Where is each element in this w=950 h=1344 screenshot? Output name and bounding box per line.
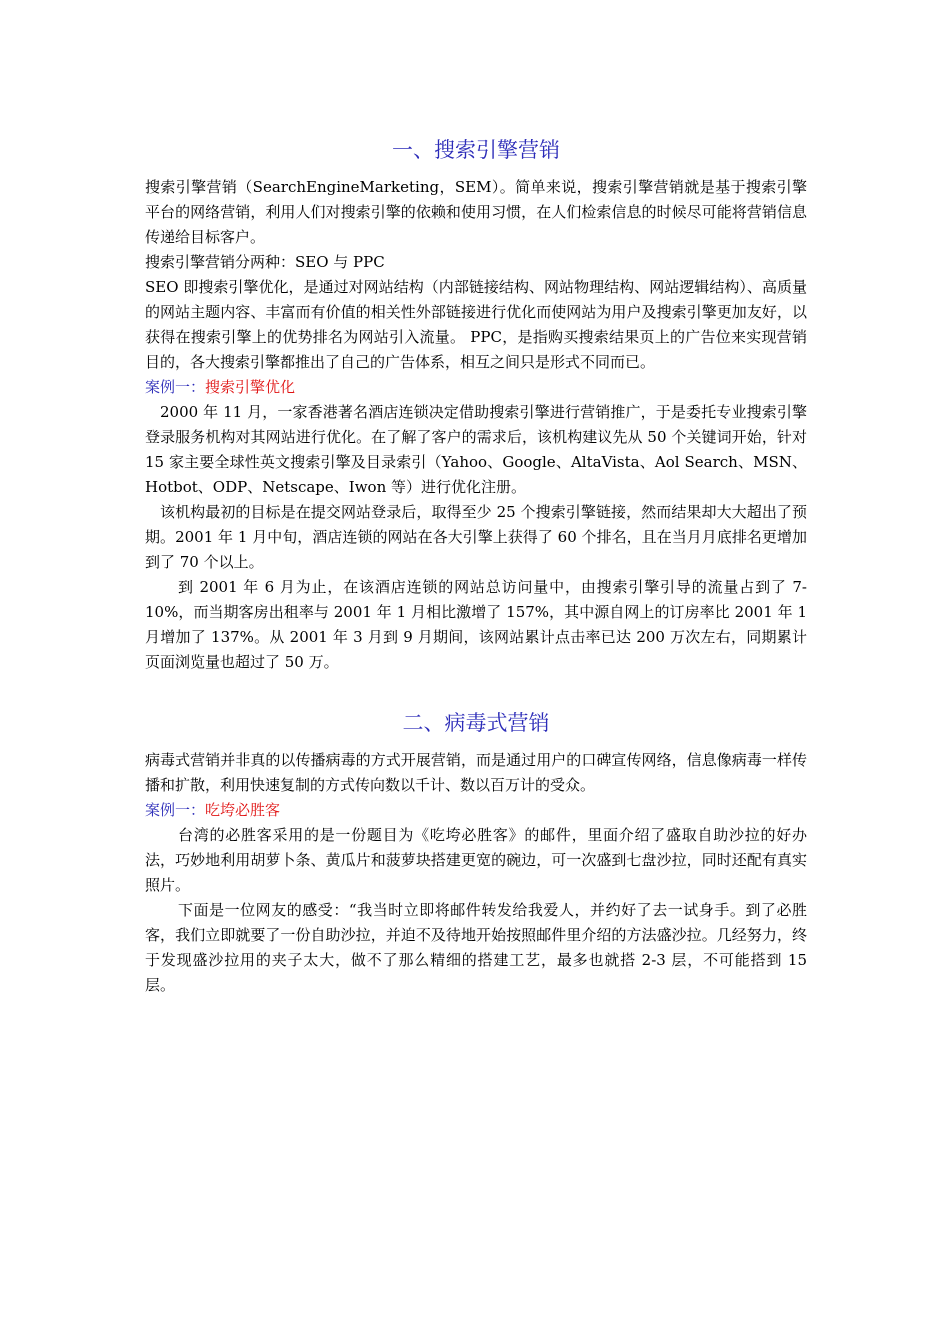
paragraph-case-hotel-results: 该机构最初的目标是在提交网站登录后，取得至少 25 个搜索引擎链接，然而结果却大大超出了预期。2001 年 1 月中旬，酒店连锁的网站在各大引擎上获得了 60 个排名，且在当月月底排名更增加到了 70 个以上。 <box>145 503 807 571</box>
case-title: 吃垮必胜客 <box>205 801 281 819</box>
paragraph-sem-types: 搜索引擎营销分两种：SEO 与 PPC <box>145 253 385 271</box>
document-page <box>145 133 807 998</box>
case-heading-seo <box>145 375 807 400</box>
paragraph-case-pizza-email: 台湾的必胜客采用的是一份题目为《吃垮必胜客》的邮件，里面介绍了盛取自助沙拉的好办法，巧妙地利用胡萝卜条、黄瓜片和菠萝块搭建更宽的碗边，可一次盛到七盘沙拉，同时还配有真实照片。 <box>145 826 807 894</box>
case-prefix: 案例一： <box>145 378 206 396</box>
paragraph-case-hotel-background: 2000 年 11 月，一家香港著名酒店连锁决定借助搜索引擎进行营销推广，于是委托专业搜索引擎登录服务机构对其网站进行优化。在了解了客户的需求后，该机构建议先从 50 个关键词开始，针对 15 家主要全球性英文搜索引擎及目录索引（Yahoo、Google、AltaVista、Aol Search、MSN、Hotbot、ODP、Netscape、Iwon 等）进行优化注册。 <box>145 403 807 496</box>
paragraph-case-pizza-feedback: 下面是一位网友的感受：“我当时立即将邮件转发给我爱人，并约好了去一试身手。到了必胜客，我们立即就要了一份自助沙拉，并迫不及待地开始按照邮件里介绍的方法盛沙拉。几经努力，终于发现盛沙拉用的夹子太大，做不了那么精细的搭建工艺，最多也就搭 2-3 层，不可能搭到 15 层。 <box>145 901 807 994</box>
case-prefix: 案例一： <box>145 801 206 819</box>
case-title: 搜索引擎优化 <box>205 378 296 396</box>
case-heading-pizza-hut <box>145 798 807 823</box>
section-title-search-engine-marketing: 一、搜索引擎营销 <box>392 138 560 162</box>
paragraph-case-hotel-traffic: 到 2001 年 6 月为止，在该酒店连锁的网站总访问量中，由搜索引擎引导的流量占到了 7-10%，而当期客房出租率与 2001 年 1 月相比激增了 157%，其中源自网上的订房率比 2001 年 1 月增加了 137%。从 2001 年 3 月到 9 月期间，该网站累计点击率已达 200 万次左右，同期累计页面浏览量也超过了 50 万。 <box>145 578 807 671</box>
section-title-viral-marketing: 二、病毒式营销 <box>402 711 550 735</box>
paragraph-seo-ppc-explanation: SEO 即搜索引擎优化，是通过对网站结构（内部链接结构、网站物理结构、网站逻辑结构）、高质量的网站主题内容、丰富而有价值的相关性外部链接进行优化而使网站为用户及搜索引擎更加友好，以获得在搜索引擎上的优势排名为网站引入流量。 PPC，是指购买搜索结果页上的广告位来实现营销目的，各大搜索引擎都推出了自己的广告体系，相互之间只是形式不同而已。 <box>145 278 807 371</box>
paragraph-viral-definition: 病毒式营销并非真的以传播病毒的方式开展营销，而是通过用户的口碑宣传网络，信息像病毒一样传播和扩散，利用快速复制的方式传向数以千计、数以百万计的受众。 <box>145 751 807 794</box>
paragraph-sem-definition: 搜索引擎营销（SearchEngineMarketing，SEM）。简单来说，搜索引擎营销就是基于搜索引擎平台的网络营销，利用人们对搜索引擎的依赖和使用习惯，在人们检索信息的时候尽可能将营销信息传递给目标客户。 <box>145 178 807 246</box>
